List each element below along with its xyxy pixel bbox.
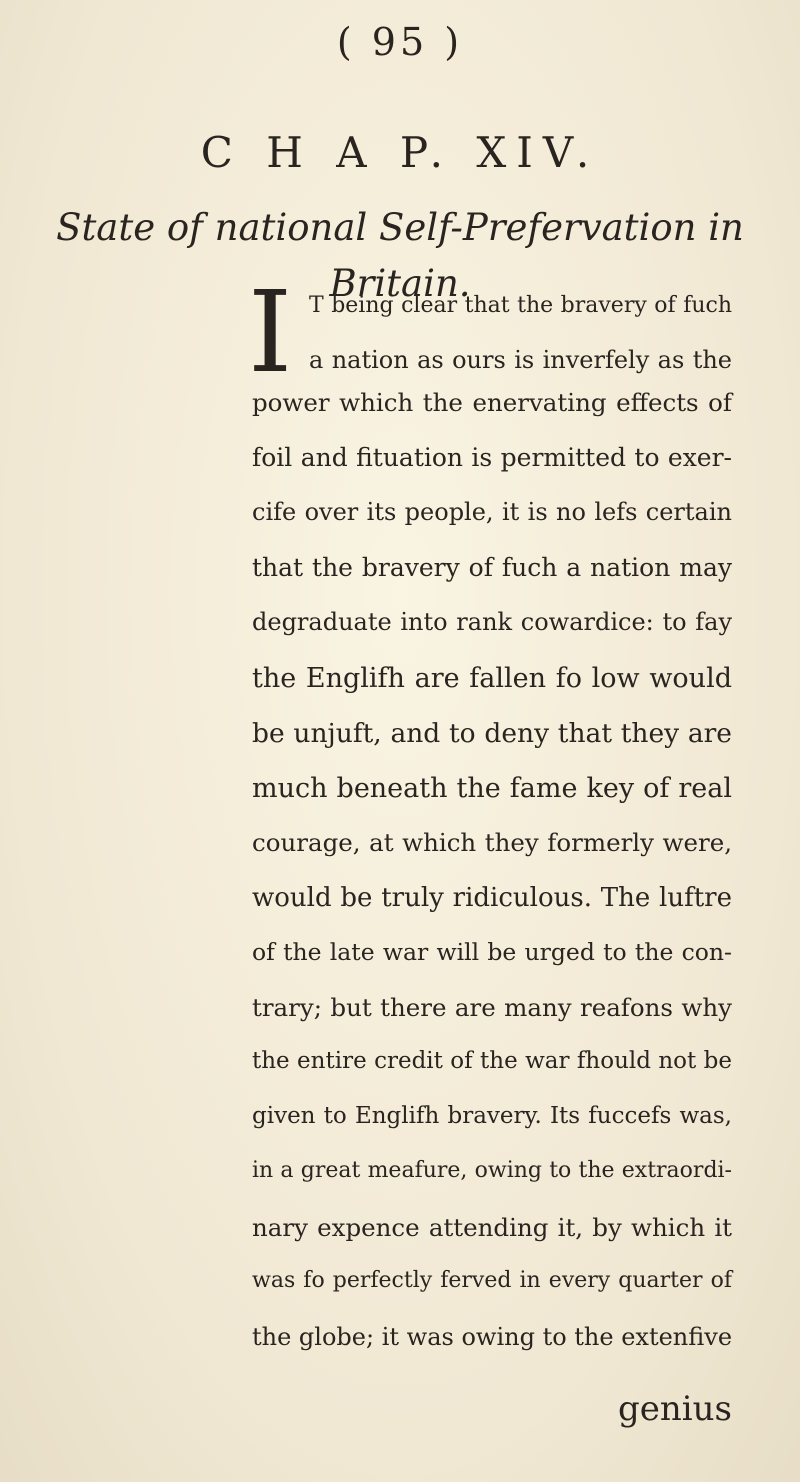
chapter-heading: C H A P. XIV. [200,128,600,177]
text-line: the Englifh are fallen fo low would [252,663,732,694]
text-line: was fo perfectly ferved in every quarter of [252,1268,732,1293]
text-line: T being clear that the bravery of fuch [309,293,732,318]
text-line: be unjuft, and to deny that they are [252,718,732,749]
text-line: nary expence attending it, by which it [252,1213,732,1242]
indented-lines [252,278,732,388]
body-paragraph [252,388,732,1378]
text-line: power which the enervating effects of [252,388,732,417]
text-line: given to Englifh bravery. Its fuccefs was, [252,1103,732,1129]
text-line: of the late war will be urged to the con- [252,938,732,966]
page-number: ( 95 ) [336,20,464,64]
text-line: degraduate into rank cowardice: to fay [252,608,732,636]
text-line: the entire credit of the war fhould not be [252,1048,732,1074]
drop-cap: I [248,268,293,398]
text-line: trary; but there are many reafons why [252,993,732,1022]
text-line: courage, at which they formerly were, [252,828,732,857]
text-line: a nation as ours is inverfely as the [309,346,732,374]
text-line: much beneath the fame key of real [252,773,732,804]
chapter-title-line: State of national Self-Prefervation in [56,206,744,249]
catchword: genius [617,1389,732,1429]
text-line: would be truly ridiculous. The luftre [252,883,732,913]
text-line: in a great meafure, owing to the extraordi- [252,1158,732,1183]
text-line: foil and fituation is permitted to exer- [252,443,732,472]
text-line: cife over its people, it is no lefs certain [252,498,732,526]
text-line: the globe; it was owing to the extenfive [252,1323,733,1351]
chapter-title-line: Britain. [329,262,471,305]
text-line: that the bravery of fuch a nation may [252,553,732,582]
